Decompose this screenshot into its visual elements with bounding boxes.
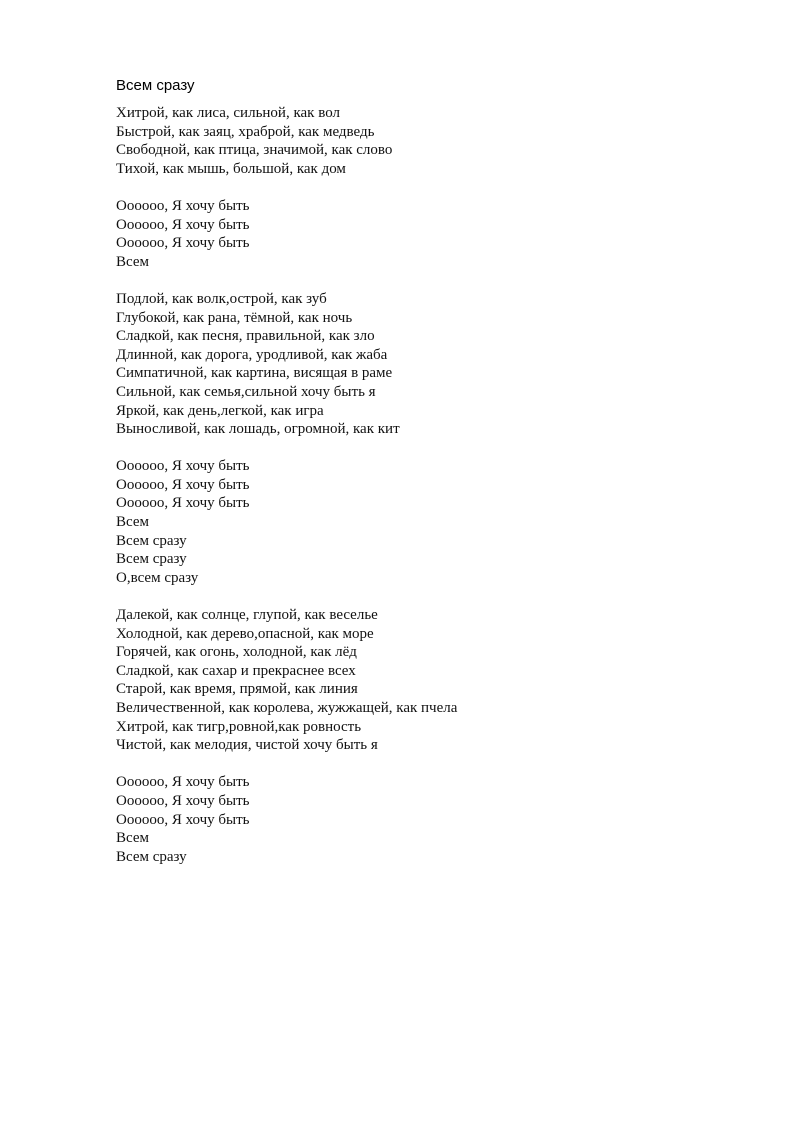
lyric-line: Чистой, как мелодия, чистой хочу быть я: [116, 737, 378, 754]
lyrics-content: [116, 76, 736, 885]
lyric-line: Величественной, как королева, жужжащей, как пчела: [116, 700, 458, 716]
lyric-line: Всем: [116, 830, 149, 847]
stanza: [116, 606, 736, 755]
lyric-line: Всем сразу: [116, 848, 187, 865]
lyric-line: Оооооо, Я хочу быть: [116, 811, 250, 828]
lyric-line: Яркой, как день,легкой, как игра: [116, 402, 324, 419]
stanza: [116, 773, 736, 866]
stanza: [116, 197, 736, 271]
lyric-line: Сладкой, как песня, правильной, как зло: [116, 328, 375, 345]
lyric-line: Оооооо, Я хочу быть: [116, 197, 250, 214]
lyric-line: Симпатичной, как картина, висящая в раме: [116, 365, 393, 382]
lyric-line: Оооооо, Я хочу быть: [116, 774, 250, 791]
lyric-line: Оооооо, Я хочу быть: [116, 495, 250, 512]
lyric-line: Хитрой, как лиса, сильной, как вол: [116, 105, 340, 121]
lyric-line: Оооооо, Я хочу быть: [116, 458, 250, 475]
lyric-line: Далекой, как солнце, глупой, как веселье: [116, 607, 378, 624]
lyric-line: Длинной, как дорога, уродливой, как жаба: [116, 346, 388, 363]
lyric-line: Глубокой, как рана, тёмной, как ночь: [116, 309, 353, 326]
lyric-line: Выносливой, как лошадь, огромной, как кит: [116, 421, 400, 438]
stanza: [116, 290, 736, 439]
lyric-line: Оооооо, Я хочу быть: [116, 476, 250, 493]
lyric-line: Оооооо, Я хочу быть: [116, 235, 250, 252]
lyric-line: Тихой, как мышь, большой, как дом: [116, 160, 346, 177]
lyric-line: Холодной, как дерево,опасной, как море: [116, 625, 374, 642]
lyric-line: Горячей, как огонь, холодной, как лёд: [116, 644, 357, 661]
lyric-line: Сладкой, как сахар и прекраснее всех: [116, 662, 356, 679]
stanza: [116, 104, 736, 178]
lyric-line: Оооооо, Я хочу быть: [116, 216, 250, 233]
lyric-line: Старой, как время, прямой, как линия: [116, 681, 358, 698]
lyric-line: Сильной, как семья,сильной хочу быть я: [116, 383, 376, 400]
lyric-line: Всем: [116, 514, 149, 531]
lyric-line: Подлой, как волк,острой, как зуб: [116, 290, 327, 307]
stanza: [116, 457, 736, 587]
lyric-line: Свободной, как птица, значимой, как слово: [116, 142, 393, 159]
lyric-line: Всем: [116, 253, 149, 270]
document-title: Всем сразу: [116, 77, 195, 94]
lyric-line: Оооооо, Я хочу быть: [116, 792, 250, 809]
lyric-line: Быстрой, как заяц, храброй, как медведь: [116, 123, 375, 140]
lyric-line: Хитрой, как тигр,ровной,как ровность: [116, 718, 362, 735]
lyric-line: Всем сразу: [116, 532, 187, 549]
stanza-list: [116, 104, 736, 866]
lyric-line: Всем сразу: [116, 551, 187, 568]
lyric-line: О,всем сразу: [116, 569, 199, 586]
